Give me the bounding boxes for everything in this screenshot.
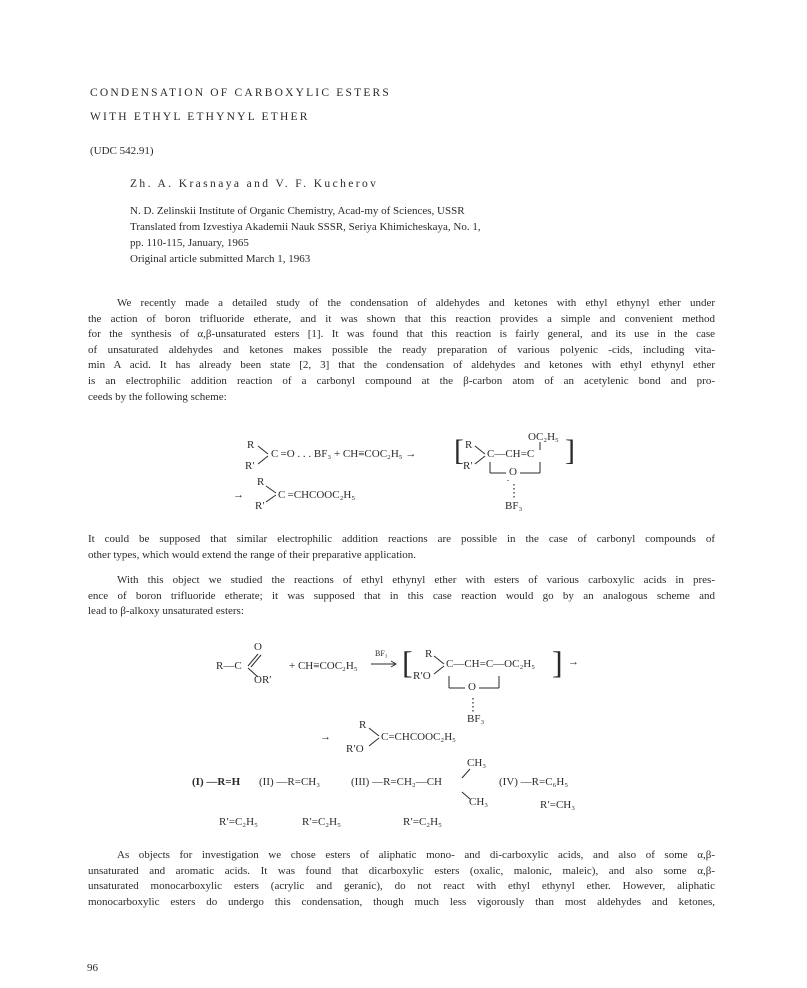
text-line: It could be supposed that similar electrophilic addition reactions are possible in the case of carbonyl compounds of	[88, 533, 715, 545]
text-line: As objects for investigation we chose esters of aliphatic mono- and di-carboxylic acids, and also of some α,β-	[117, 849, 715, 861]
affiliation-line: Original article submitted March 1, 1963	[130, 253, 311, 265]
scheme1-carbonyl-bf3: C =O . . . BF₃ + CH≡COC₂H₅ →	[271, 448, 417, 460]
scheme2-inner-chain: C—CH=C—OC₂H₅	[446, 658, 536, 670]
affiliation-line: Translated from Izvestiya Akademii Nauk SSSR, Seriya Khimicheskaya, No. 1,	[130, 221, 481, 233]
text-line: With this object we studied the reactions of ethyl ethynyl ether with esters of various carboxylic acids in pres-	[117, 574, 715, 586]
scheme1-arrow: →	[233, 489, 244, 501]
scheme2-bracket-right: ]	[552, 644, 563, 680]
paragraph-1	[88, 296, 715, 405]
scheme2-inner-R: R	[425, 648, 433, 660]
scheme2-bracket-left: [	[402, 644, 413, 680]
scheme2-inner-RprimeO: R′O	[413, 670, 431, 682]
text-line: unsaturated and aromatic acids. It was found that dicarboxylic esters (oxalic, malonic, maleic), and also some α,β-	[88, 864, 715, 877]
text-line: is an electrophilic addition reaction of a carbonyl compound at the β-carbon atom of an acetylenic bond and pro-	[88, 374, 715, 387]
scheme2-product-arrow: →	[320, 731, 331, 743]
title-line-1: CONDENSATION OF CARBOXYLIC ESTERS	[90, 87, 392, 99]
scheme1-product-Rprime: R′	[255, 500, 265, 512]
scheme1-inner-chain: C—CH=C	[487, 448, 535, 460]
scheme1-ring-oxygen: O	[509, 466, 517, 478]
text-line: for the synthesis of α,β-unsaturated esters [1]. It was found that this reaction is fairly general, and its use in the case	[88, 328, 715, 341]
compound-IV: (IV) —R=C₆H₅	[499, 776, 569, 788]
scheme1-bf3: BF₃	[505, 500, 523, 512]
affiliation-block	[130, 203, 481, 267]
text-line: of unsaturated aldehydes and ketones makes possible the ready preparation of various polyenic ‐cids, including vita-	[88, 343, 715, 356]
paragraph-3	[88, 573, 715, 620]
scheme1-ring-lines	[488, 442, 548, 482]
text-line: ceeds by the following scheme:	[88, 390, 227, 403]
paragraph-4	[88, 848, 715, 910]
scheme2-ORprime: OR′	[254, 674, 272, 686]
scheme1-inner-Rprime: R′	[463, 460, 473, 472]
udc-code: (UDC 542.91)	[90, 145, 154, 157]
scheme1-dotted-bond	[512, 484, 516, 498]
text-line: other types, which would extend the range of their preparative application.	[88, 548, 417, 561]
scheme2-dotted-bond	[471, 698, 475, 712]
compound-I-rprime: R′=C₂H₅	[219, 816, 258, 828]
text-line: min A acid. It has already been state [2, 3] that the condensation of aldehydes and ketones with ethyl ethynyl ether	[88, 359, 715, 372]
scheme1-product: C =CHCOOC₂H₅	[278, 489, 356, 501]
scheme1-Rprime: R′	[245, 460, 255, 472]
scheme2-arrow-next: →	[568, 656, 579, 668]
scheme2-plus-ethynyl-ether: + CH≡COC₂H₅	[289, 660, 358, 672]
text-line: monocarboxylic esters do undergo this condensation, though much less vigorously than most aldehydes and ketones,	[88, 895, 715, 908]
scheme2-reaction-arrow	[370, 660, 398, 668]
compound-IV-rprime: R′=CH₃	[540, 799, 576, 811]
page-number: 96	[87, 962, 98, 974]
paragraph-2	[88, 532, 715, 563]
authors: Zh. A. Krasnaya and V. F. Kucherov	[130, 178, 379, 190]
compound-III: (III) —R=CH₂—CH	[351, 776, 443, 788]
scheme2-product-R: R	[359, 719, 367, 731]
compound-III-ch3-top: CH₃	[467, 757, 487, 769]
scheme1-bracket-right: ]	[565, 434, 575, 467]
scheme2-carbonyl-O: O	[254, 641, 262, 653]
scheme1-bonds	[256, 444, 272, 466]
scheme1-bracket-left: [	[454, 434, 464, 467]
affiliation-line: pp. 110-115, January, 1965	[130, 237, 249, 249]
affiliation-line: N. D. Zelinskii Institute of Organic Chemistry, Acad‐my of Sciences, USSR	[130, 205, 465, 217]
compound-I: (I) —R=H	[192, 776, 241, 788]
compound-III-ch3-bottom: CH₃	[469, 796, 489, 808]
text-line: ence of boron trifluoride etherate; it was supposed that in this case reaction would go by an analogous scheme and	[88, 589, 715, 602]
compound-II: (II) —R=CH₃	[259, 776, 321, 788]
scheme2-product-RprimeO: R′O	[346, 743, 364, 755]
compound-II-rprime: R′=C₂H₅	[302, 816, 341, 828]
scheme1-product-R: R	[257, 476, 265, 488]
scheme1-R: R	[247, 439, 255, 451]
text-line: We recently made a detailed study of the condensation of aldehydes and ketones with ethyl ethynyl ether under	[117, 297, 715, 309]
scheme1-inner-R: R	[465, 439, 473, 451]
scheme2-bf3-catalyst: BF₃	[375, 649, 388, 658]
scheme2-ring-lines	[447, 672, 507, 698]
scheme2-RC: R—C	[216, 660, 242, 672]
compound-III-rprime: R′=C₂H₅	[403, 816, 442, 828]
scheme1-oc2h5: OC₂H₅	[528, 431, 559, 443]
text-line: lead to β-alkoxy unsaturated esters:	[88, 605, 244, 618]
text-line: the action of boron trifluoride etherate, and it was shown that this reaction provides a simple and convenient method	[88, 312, 715, 325]
text-line: unsaturated monocarboxylic esters (acrylic and geranic), do not react with ethyl ethynyl ether. However, aliphatic	[88, 880, 715, 893]
scheme2-product: C=CHCOOC₂H₅	[381, 731, 456, 743]
scheme2-bf3: BF₃	[467, 713, 485, 725]
scheme2-ring-oxygen: O	[468, 681, 476, 693]
title-line-2: WITH ETHYL ETHYNYL ETHER	[90, 111, 310, 123]
